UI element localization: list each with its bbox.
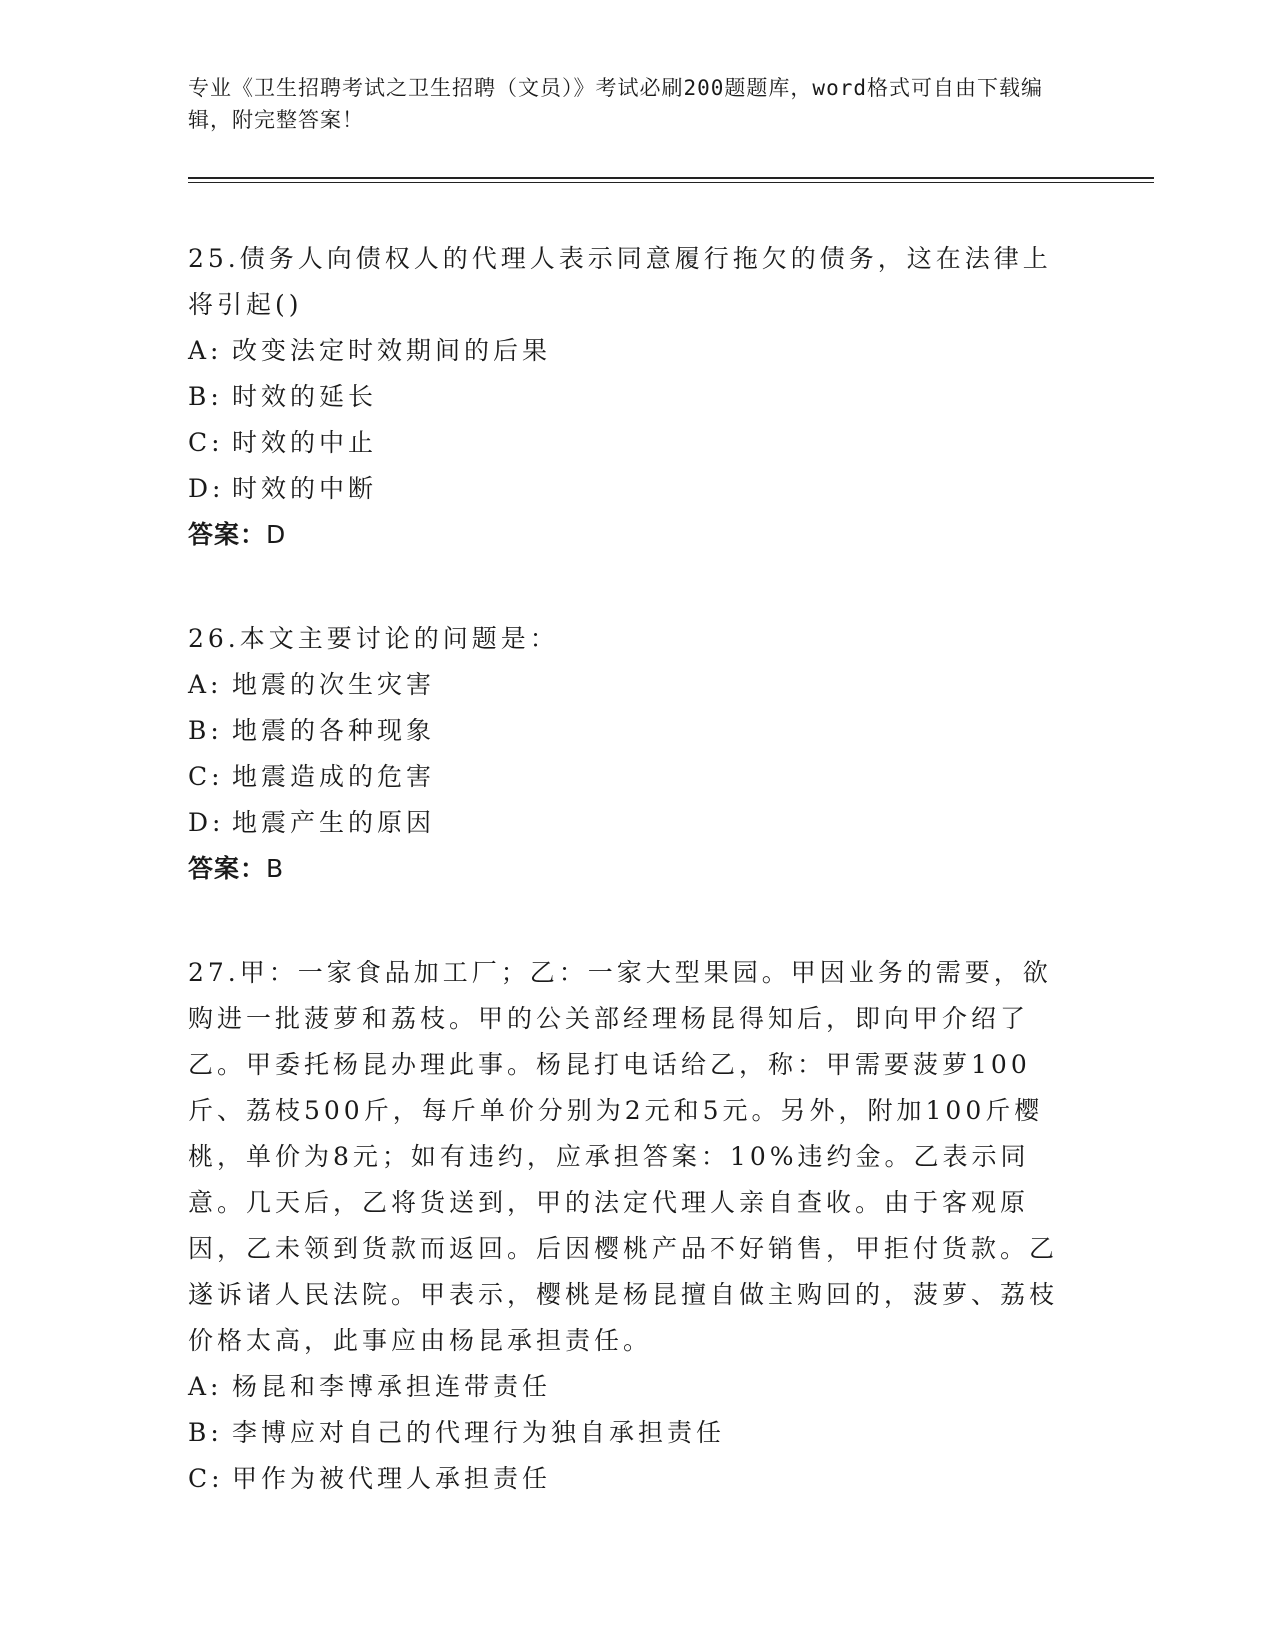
option-a <box>188 328 1078 374</box>
option-b <box>188 1410 1078 1456</box>
option-a <box>188 1364 1078 1410</box>
option-a <box>188 662 1078 708</box>
option-text: 时效的延长 <box>232 382 378 411</box>
header-rule-thin <box>188 182 1154 183</box>
option-letter: C: <box>188 1464 224 1493</box>
document-header: 专业《卫生招聘考试之卫生招聘（文员）》考试必刷200题题库，word格式可自由下载编辑，附完整答案！ <box>188 76 1043 132</box>
option-d <box>188 800 1078 846</box>
question-25 <box>188 236 1078 558</box>
header-rule-thick <box>188 177 1154 179</box>
option-letter: C: <box>188 428 224 457</box>
option-letter: B: <box>188 716 223 745</box>
answer-line <box>188 512 1078 558</box>
option-text: 地震的次生灾害 <box>232 670 436 699</box>
option-text: 时效的中止 <box>232 428 378 457</box>
answer-value: D <box>266 520 287 549</box>
answer-label: 答案： <box>188 854 267 883</box>
option-letter: A: <box>188 670 223 699</box>
option-c <box>188 754 1078 800</box>
option-d <box>188 466 1078 512</box>
option-letter: B: <box>188 382 223 411</box>
answer-label: 答案： <box>188 520 267 549</box>
question-stem: 26.本文主要讨论的问题是： <box>188 624 559 653</box>
answer-line <box>188 846 1078 892</box>
answer-value: B <box>266 854 285 883</box>
option-text: 地震造成的危害 <box>232 762 436 791</box>
option-text: 杨昆和李博承担连带责任 <box>232 1372 552 1401</box>
question-stem: 27.甲：一家食品加工厂；乙：一家大型果园。甲因业务的需要，欲购进一批菠萝和荔枝。甲的公关部经理杨昆得知后，即向甲介绍了乙。甲委托杨昆办理此事。杨昆打电话给乙，称：甲需要菠萝100斤、荔枝500斤，每斤单价分别为2元和5元。另外，附加100斤樱桃，单价为8元；如有违约，应承担答案：10%违约金。乙表示同意。几天后，乙将货送到，甲的法定代理人亲自查收。由于客观原因，乙未领到货款而返回。后因樱桃产品不好销售，甲拒付货款。乙遂诉诸人民法院。甲表示，樱桃是杨昆擅自做主购回的，菠萝、荔枝价格太高，此事应由杨昆承担责任。 <box>188 958 1059 1355</box>
question-26 <box>188 616 1078 892</box>
question-list <box>188 236 1078 1560</box>
option-text: 地震产生的原因 <box>232 808 436 837</box>
option-text: 改变法定时效期间的后果 <box>232 336 552 365</box>
option-letter: D: <box>188 474 225 503</box>
option-b <box>188 374 1078 420</box>
option-letter: C: <box>188 762 224 791</box>
question-27 <box>188 950 1078 1502</box>
option-letter: A: <box>188 1372 223 1401</box>
option-text: 时效的中断 <box>232 474 378 503</box>
option-c <box>188 420 1078 466</box>
option-letter: D: <box>188 808 225 837</box>
option-b <box>188 708 1078 754</box>
option-text: 甲作为被代理人承担责任 <box>232 1464 552 1493</box>
option-text: 地震的各种现象 <box>232 716 436 745</box>
question-stem: 25.债务人向债权人的代理人表示同意履行拖欠的债务，这在法律上将引起() <box>188 244 1052 319</box>
option-letter: A: <box>188 336 223 365</box>
option-letter: B: <box>188 1418 223 1447</box>
option-text: 李博应对自己的代理行为独自承担责任 <box>232 1418 726 1447</box>
option-c <box>188 1456 1078 1502</box>
